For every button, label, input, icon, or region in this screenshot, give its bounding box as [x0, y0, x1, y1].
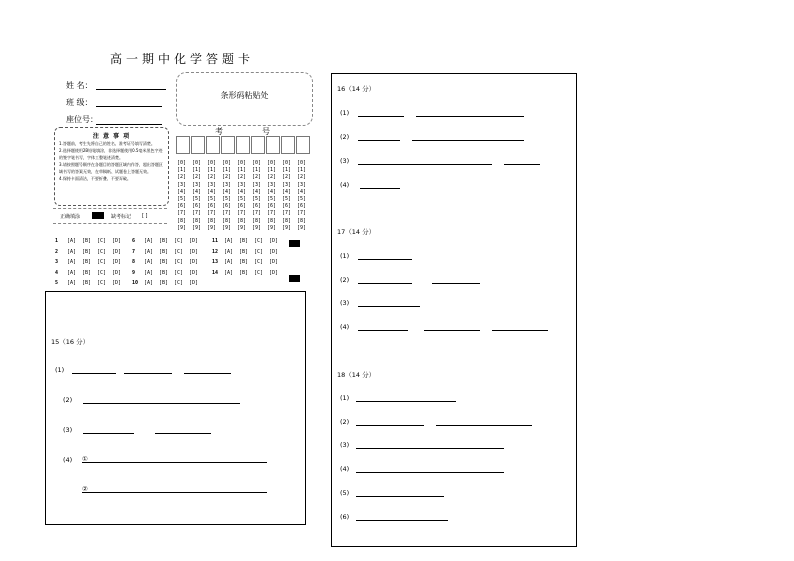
- exam-number-bubble[interactable]: [3]: [192, 181, 202, 188]
- q17-part-label: (3): [340, 299, 350, 307]
- choice-bubble[interactable]: [C]: [254, 259, 264, 265]
- exam-number-bubble[interactable]: [1]: [222, 167, 232, 174]
- q18-part-label: (2): [340, 418, 350, 426]
- exam-number-bubble[interactable]: [4]: [297, 188, 307, 195]
- choice-bubble[interactable]: [C]: [174, 269, 184, 276]
- exam-number-bubble[interactable]: [5]: [282, 196, 292, 202]
- exam-number-bubble[interactable]: [6]: [207, 203, 217, 210]
- exam-number-digit-box[interactable]: [191, 136, 205, 154]
- absent-label: 缺考标记: [111, 214, 132, 220]
- exam-number-bubble[interactable]: [8]: [207, 217, 217, 224]
- q15-part-label: (4): [63, 456, 73, 464]
- answer-line[interactable]: [356, 425, 424, 426]
- exam-number-bubble[interactable]: [8]: [222, 217, 232, 224]
- marker-block: [289, 240, 300, 247]
- exam-number-bubble[interactable]: [8]: [177, 217, 187, 224]
- choice-bubble[interactable]: [D]: [189, 238, 199, 244]
- exam-number-digit-box[interactable]: [206, 136, 220, 154]
- answer-line[interactable]: [424, 330, 480, 331]
- exam-number-bubble[interactable]: [3]: [177, 181, 187, 188]
- exam-number-bubble[interactable]: [7]: [222, 210, 232, 217]
- answer-line[interactable]: [358, 283, 412, 284]
- exam-number-bubble[interactable]: [6]: [282, 203, 292, 210]
- choice-bubble[interactable]: [B]: [159, 248, 169, 255]
- choice-bubble[interactable]: [C]: [97, 238, 107, 244]
- name-label: 姓 名：: [66, 81, 93, 90]
- q18-part-label: (6): [340, 513, 350, 521]
- choice-bubble[interactable]: [D]: [269, 269, 279, 276]
- choice-bubble[interactable]: [B]: [82, 248, 92, 255]
- choice-bubble[interactable]: [A]: [144, 248, 154, 255]
- q15-title: 15（16 分）: [51, 338, 90, 346]
- answer-line[interactable]: [436, 425, 532, 426]
- exam-number-bubble[interactable]: [0]: [267, 160, 277, 166]
- answer-line[interactable]: [83, 433, 134, 434]
- exam-number-bubble[interactable]: [2]: [252, 174, 262, 181]
- choice-bubble[interactable]: [C]: [174, 238, 184, 244]
- exam-number-bubble[interactable]: [1]: [297, 167, 307, 174]
- answer-line[interactable]: [124, 373, 172, 374]
- exam-number-bubble[interactable]: [0]: [207, 160, 217, 166]
- exam-number-bubble[interactable]: [3]: [267, 181, 277, 188]
- page-title: 高一期中化学答题卡: [110, 52, 255, 66]
- choice-bubble[interactable]: [B]: [239, 238, 249, 244]
- answer-line[interactable]: [356, 401, 456, 402]
- choice-bubble[interactable]: [C]: [174, 280, 184, 286]
- exam-number-bubble[interactable]: [2]: [177, 174, 187, 181]
- answer-line[interactable]: [356, 448, 504, 449]
- answer-line[interactable]: [356, 472, 504, 473]
- question-number: 12: [212, 248, 219, 255]
- exam-number-bubble[interactable]: [0]: [237, 160, 247, 166]
- q16-part-label: (2): [340, 133, 350, 141]
- answer-line[interactable]: [492, 330, 548, 331]
- choice-bubble[interactable]: [B]: [159, 269, 169, 276]
- choice-bubble[interactable]: [D]: [189, 259, 199, 265]
- exam-number-bubble[interactable]: [4]: [207, 188, 217, 195]
- exam-number-bubble[interactable]: [7]: [237, 210, 247, 217]
- exam-number-bubble[interactable]: [1]: [237, 167, 247, 174]
- name-field[interactable]: [96, 89, 166, 90]
- exam-number-bubble[interactable]: [4]: [222, 188, 232, 195]
- answer-line[interactable]: [358, 330, 408, 331]
- question-number: 11: [212, 238, 219, 244]
- answer-line[interactable]: [155, 433, 211, 434]
- exam-number-bubble[interactable]: [7]: [267, 210, 277, 217]
- q18-part-label: (3): [340, 441, 350, 449]
- question-number: 3: [55, 259, 59, 265]
- exam-number-bubble[interactable]: [4]: [192, 188, 202, 195]
- exam-number-bubble[interactable]: [0]: [297, 160, 307, 166]
- choice-bubble[interactable]: [A]: [224, 259, 234, 265]
- answer-line[interactable]: [432, 283, 480, 284]
- question-number: 8: [132, 259, 136, 265]
- choice-bubble[interactable]: [B]: [239, 259, 249, 265]
- choice-bubble[interactable]: [A]: [144, 259, 154, 265]
- exam-number-digit-box[interactable]: [266, 136, 280, 154]
- fill-example-mark: [92, 212, 104, 219]
- choice-bubble[interactable]: [A]: [67, 248, 77, 255]
- absent-checkbox[interactable]: [ ]: [142, 213, 148, 219]
- choice-bubble[interactable]: [B]: [159, 280, 169, 286]
- fill-example-row: [53, 208, 167, 224]
- exam-number-bubble[interactable]: [9]: [192, 224, 202, 231]
- exam-number-bubble[interactable]: [4]: [177, 188, 187, 195]
- exam-number-bubble[interactable]: [0]: [222, 160, 232, 166]
- choice-bubble[interactable]: [B]: [82, 259, 92, 265]
- q16-18-answer-box: [331, 73, 577, 547]
- exam-number-bubble[interactable]: [8]: [267, 217, 277, 224]
- choice-bubble[interactable]: [B]: [159, 238, 169, 244]
- q15-sub-label: ②: [82, 485, 88, 493]
- exam-number-bubble[interactable]: [3]: [207, 181, 217, 188]
- question-number: 14: [212, 269, 219, 276]
- notice-title: 注 意 事 项: [92, 133, 131, 140]
- question-number: 13: [212, 259, 219, 265]
- exam-number-bubble[interactable]: [6]: [252, 203, 262, 210]
- q16-part-label: (4): [340, 181, 350, 189]
- exam-number-digit-box[interactable]: [296, 136, 310, 154]
- exam-number-bubble[interactable]: [6]: [237, 203, 247, 210]
- choice-bubble[interactable]: [C]: [97, 248, 107, 255]
- exam-number-bubble[interactable]: [0]: [282, 160, 292, 166]
- q17-part-label: (4): [340, 323, 350, 331]
- q17-part-label: (1): [340, 252, 350, 260]
- choice-bubble[interactable]: [D]: [189, 269, 199, 276]
- q16-title: 16（14 分）: [337, 85, 376, 93]
- exam-number-bubble[interactable]: [4]: [237, 188, 247, 195]
- exam-number-bubble[interactable]: [5]: [252, 196, 262, 202]
- exam-number-bubble[interactable]: [5]: [297, 196, 307, 202]
- q18-part-label: (5): [340, 489, 350, 497]
- choice-bubble[interactable]: [A]: [224, 248, 234, 255]
- choice-bubble[interactable]: [C]: [97, 269, 107, 276]
- notice-item: 1.答题前，考生先将自己的姓名、准考证号填写清楚。: [59, 141, 155, 146]
- exam-number-bubble[interactable]: [8]: [237, 217, 247, 224]
- exam-number-bubble[interactable]: [9]: [252, 224, 262, 231]
- choice-bubble[interactable]: [D]: [269, 248, 279, 255]
- choice-bubble[interactable]: [A]: [67, 280, 77, 286]
- exam-number-bubble[interactable]: [8]: [252, 217, 262, 224]
- question-number: 2: [55, 248, 59, 255]
- exam-number-digit-box[interactable]: [281, 136, 295, 154]
- exam-number-bubble[interactable]: [7]: [282, 210, 292, 217]
- choice-bubble[interactable]: [B]: [82, 280, 92, 286]
- exam-number-bubble[interactable]: [3]: [252, 181, 262, 188]
- exam-number-bubble[interactable]: [9]: [207, 224, 217, 231]
- choice-bubble[interactable]: [C]: [174, 259, 184, 265]
- exam-number-bubble[interactable]: [3]: [222, 181, 232, 188]
- choice-bubble[interactable]: [D]: [269, 238, 279, 244]
- notice-item: 2.选择题使用2B铅笔填涂，非选择题使用0.5毫米黑色字迹的签字笔书写，字体工整笔迹清楚。: [59, 148, 163, 160]
- exam-number-bubble[interactable]: [9]: [267, 224, 277, 231]
- choice-bubble[interactable]: [A]: [224, 238, 234, 244]
- answer-line[interactable]: [358, 259, 412, 260]
- seat-field[interactable]: [96, 124, 162, 125]
- question-number: 7: [132, 248, 136, 255]
- class-field[interactable]: [96, 106, 162, 107]
- choice-bubble[interactable]: [D]: [189, 280, 199, 286]
- notice-item: 4.保持卡面清洁，不要折叠、不要弄破。: [59, 176, 131, 181]
- exam-number-bubble[interactable]: [2]: [237, 174, 247, 181]
- answer-line[interactable]: [356, 496, 444, 497]
- exam-number-bubble[interactable]: [4]: [282, 188, 292, 195]
- answer-line[interactable]: [184, 373, 231, 374]
- question-number: 9: [132, 269, 136, 276]
- barcode-area: [176, 72, 313, 126]
- question-number: 1: [55, 238, 59, 244]
- choice-bubble[interactable]: [B]: [82, 269, 92, 276]
- exam-number-bubble[interactable]: [5]: [207, 196, 217, 202]
- answer-line[interactable]: [358, 164, 492, 165]
- answer-line[interactable]: [504, 164, 540, 165]
- choice-bubble[interactable]: [B]: [239, 248, 249, 255]
- barcode-label: 条形码粘贴处: [220, 91, 269, 100]
- choice-bubble[interactable]: [A]: [224, 269, 234, 276]
- q15-sub-label: ①: [82, 455, 88, 463]
- answer-line[interactable]: [82, 492, 267, 493]
- exam-number-bubble[interactable]: [5]: [222, 196, 232, 202]
- choice-bubble[interactable]: [B]: [82, 238, 92, 244]
- choice-bubble[interactable]: [D]: [112, 248, 122, 255]
- answer-line[interactable]: [412, 140, 524, 141]
- fill-example-label: 正确填涂: [60, 214, 81, 220]
- exam-number-bubble[interactable]: [7]: [252, 210, 262, 217]
- q16-part-label: (3): [340, 157, 350, 165]
- exam-number-digit-box[interactable]: [176, 136, 190, 154]
- choice-bubble[interactable]: [C]: [254, 238, 264, 244]
- exam-number-bubble[interactable]: [5]: [267, 196, 277, 202]
- q17-part-label: (2): [340, 276, 350, 284]
- question-number: 4: [55, 269, 59, 276]
- exam-number-bubble[interactable]: [5]: [237, 196, 247, 202]
- exam-number-bubble[interactable]: [6]: [267, 203, 277, 210]
- exam-number-bubble[interactable]: [2]: [282, 174, 292, 181]
- choice-bubble[interactable]: [C]: [254, 269, 264, 276]
- exam-number-bubble[interactable]: [7]: [297, 210, 307, 217]
- choice-bubble[interactable]: [A]: [67, 259, 77, 265]
- exam-number-bubble[interactable]: [5]: [192, 196, 202, 202]
- answer-line[interactable]: [358, 140, 400, 141]
- answer-line[interactable]: [83, 403, 240, 404]
- answer-line[interactable]: [358, 306, 420, 307]
- answer-line[interactable]: [72, 373, 116, 374]
- choice-bubble[interactable]: [C]: [174, 248, 184, 255]
- exam-number-bubble[interactable]: [6]: [222, 203, 232, 210]
- exam-no-label-2: 号: [262, 127, 270, 136]
- exam-number-bubble[interactable]: [1]: [252, 167, 262, 174]
- q15-part-label: (3): [63, 426, 73, 434]
- q16-part-label: (1): [340, 109, 350, 117]
- choice-bubble[interactable]: [D]: [112, 238, 122, 244]
- exam-number-bubble[interactable]: [3]: [297, 181, 307, 188]
- exam-number-bubble[interactable]: [4]: [252, 188, 262, 195]
- choice-bubble[interactable]: [D]: [112, 269, 122, 276]
- choice-bubble[interactable]: [A]: [144, 280, 154, 286]
- choice-bubble[interactable]: [C]: [97, 280, 107, 286]
- choice-bubble[interactable]: [A]: [67, 269, 77, 276]
- exam-number-bubble[interactable]: [1]: [282, 167, 292, 174]
- exam-number-bubble[interactable]: [0]: [177, 160, 187, 166]
- exam-number-bubble[interactable]: [1]: [207, 167, 217, 174]
- choice-bubble[interactable]: [B]: [159, 259, 169, 265]
- choice-bubble[interactable]: [A]: [144, 269, 154, 276]
- exam-number-bubble[interactable]: [8]: [192, 217, 202, 224]
- exam-number-bubble[interactable]: [8]: [297, 217, 307, 224]
- exam-number-bubble[interactable]: [0]: [192, 160, 202, 166]
- exam-number-digit-box[interactable]: [251, 136, 265, 154]
- choice-bubble[interactable]: [D]: [112, 259, 122, 265]
- exam-number-bubble[interactable]: [7]: [177, 210, 187, 217]
- answer-line[interactable]: [358, 116, 404, 117]
- class-label: 班 级：: [66, 98, 93, 107]
- exam-number-bubble[interactable]: [9]: [297, 224, 307, 231]
- choice-bubble[interactable]: [C]: [254, 248, 264, 255]
- answer-line[interactable]: [416, 116, 524, 117]
- exam-number-digit-box[interactable]: [221, 136, 235, 154]
- choice-bubble[interactable]: [C]: [97, 259, 107, 265]
- question-number: 5: [55, 280, 59, 286]
- question-number: 10: [132, 280, 139, 286]
- exam-number-bubble[interactable]: [6]: [177, 203, 187, 210]
- exam-number-bubble[interactable]: [2]: [207, 174, 217, 181]
- notice-box: [54, 127, 169, 206]
- exam-number-bubble[interactable]: [2]: [297, 174, 307, 181]
- exam-number-bubble[interactable]: [1]: [192, 167, 202, 174]
- exam-number-bubble[interactable]: [6]: [297, 203, 307, 210]
- exam-number-bubble[interactable]: [2]: [267, 174, 277, 181]
- q18-title: 18（14 分）: [337, 371, 376, 379]
- exam-number-bubble[interactable]: [6]: [192, 203, 202, 210]
- marker-block: [289, 275, 300, 282]
- exam-number-bubble[interactable]: [3]: [237, 181, 247, 188]
- exam-number-bubble[interactable]: [7]: [207, 210, 217, 217]
- notice-item: 3.请按照题号顺序在各题目的答题区域内作答，超出答题区域书写的答案无效，在草稿纸、试题卷上答题无效。: [59, 162, 163, 174]
- exam-number-bubble[interactable]: [5]: [177, 196, 187, 202]
- exam-number-bubble[interactable]: [3]: [282, 181, 292, 188]
- exam-number-bubble[interactable]: [9]: [237, 224, 247, 231]
- q15-part-label: (2): [63, 396, 73, 404]
- exam-no-label-1: 考: [215, 127, 223, 136]
- choice-bubble[interactable]: [D]: [112, 280, 122, 286]
- q15-part-label: (1): [55, 366, 65, 374]
- exam-number-bubble[interactable]: [9]: [177, 224, 187, 231]
- seat-label: 座位号：: [66, 115, 98, 124]
- exam-number-bubble[interactable]: [2]: [222, 174, 232, 181]
- answer-line[interactable]: [82, 462, 267, 463]
- question-number: 6: [132, 238, 136, 244]
- choice-bubble[interactable]: [D]: [269, 259, 279, 265]
- exam-number-bubble[interactable]: [9]: [282, 224, 292, 231]
- choice-bubble[interactable]: [A]: [144, 238, 154, 244]
- exam-number-bubble[interactable]: [1]: [177, 167, 187, 174]
- q17-title: 17（14 分）: [337, 228, 376, 236]
- exam-number-bubble[interactable]: [2]: [192, 174, 202, 181]
- exam-number-bubble[interactable]: [4]: [267, 188, 277, 195]
- answer-line[interactable]: [356, 520, 448, 521]
- choice-bubble[interactable]: [B]: [239, 269, 249, 276]
- choice-bubble[interactable]: [D]: [189, 248, 199, 255]
- choice-bubble[interactable]: [A]: [67, 238, 77, 244]
- answer-line[interactable]: [360, 188, 400, 189]
- exam-number-bubble[interactable]: [1]: [267, 167, 277, 174]
- q18-part-label: (1): [340, 394, 350, 402]
- exam-number-bubble[interactable]: [0]: [252, 160, 262, 166]
- exam-number-digit-box[interactable]: [236, 136, 250, 154]
- q18-part-label: (4): [340, 465, 350, 473]
- exam-number-bubble[interactable]: [8]: [282, 217, 292, 224]
- exam-number-bubble[interactable]: [7]: [192, 210, 202, 217]
- exam-number-bubble[interactable]: [9]: [222, 224, 232, 231]
